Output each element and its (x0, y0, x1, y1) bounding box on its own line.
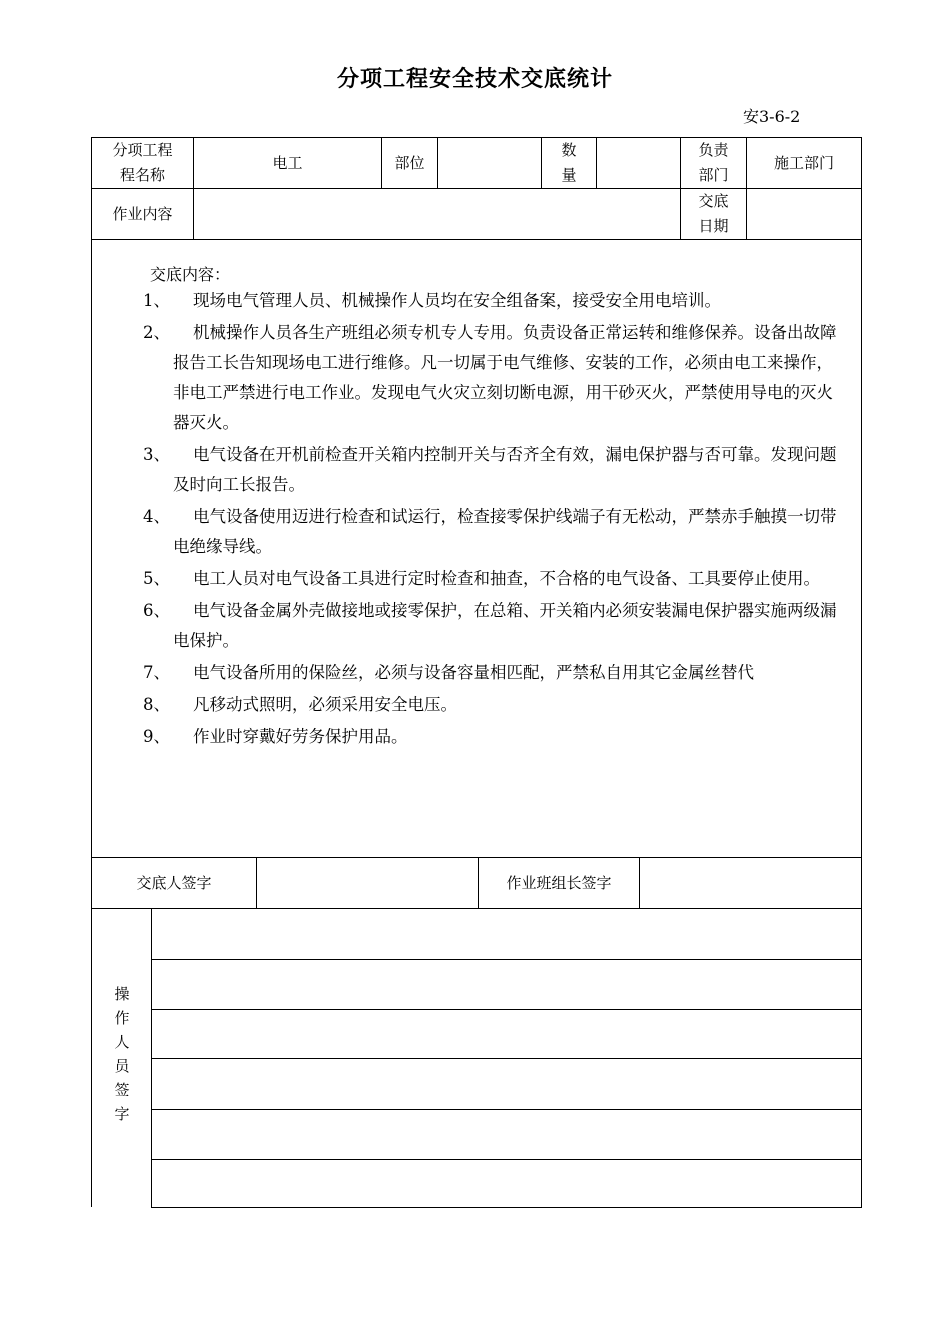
item-number: 8、 (143, 695, 170, 714)
operator-signature-field[interactable] (152, 1010, 861, 1058)
team-leader-signature-field[interactable] (640, 858, 861, 908)
briefing-date-value[interactable] (747, 189, 861, 239)
location-label: 部位 (394, 153, 425, 172)
operator-signature-field[interactable] (152, 1059, 861, 1109)
item-text: 电气设备在开机前检查开关箱内控制开关与否齐全有效，漏电保护器与否可靠。发现问题及时向工长报告。 (173, 445, 837, 494)
item-text: 现场电气管理人员、机械操作人员均在安全组备案，接受安全用电培训。 (193, 291, 721, 310)
list-item (143, 596, 848, 656)
team-leader-signature-label: 作业班组长签字 (506, 873, 612, 892)
table-border-left (91, 137, 92, 1207)
list-item (143, 690, 848, 720)
item-number: 2、 (143, 323, 170, 342)
operator-signature-field[interactable] (152, 909, 861, 959)
item-number: 5、 (143, 569, 170, 588)
project-name-value[interactable]: 电工 (272, 153, 303, 172)
item-number: 3、 (143, 445, 170, 464)
work-content-label: 作业内容 (112, 204, 173, 223)
item-number: 6、 (143, 601, 170, 620)
operator-signature-field[interactable] (152, 1110, 861, 1159)
signature-line (151, 1207, 862, 1208)
item-number: 1、 (143, 291, 170, 310)
operator-signature-label-text: 操作人员签字 (112, 986, 131, 1130)
project-name-label: 分项工程 程名称 (112, 141, 173, 184)
operator-signature-label (93, 910, 151, 1206)
responsible-dept-value[interactable]: 施工部门 (773, 153, 834, 172)
list-item (143, 722, 848, 752)
briefing-items-list (143, 286, 848, 752)
briefing-content (93, 240, 860, 856)
operator-signature-field[interactable] (152, 960, 861, 1009)
document-number: 安3-6-2 (743, 107, 801, 126)
list-item (143, 658, 848, 688)
briefing-date-label: 交底 日期 (698, 192, 729, 235)
item-text: 凡移动式照明，必须采用安全电压。 (193, 695, 457, 714)
list-item (143, 286, 848, 316)
item-text: 电气设备使用迈进行检查和试运行，检查接零保护线端子有无松动，严禁赤手触摸一切带电绝缘导线。 (173, 507, 837, 556)
item-text: 电气设备金属外壳做接地或接零保护，在总箱、开关箱内必须安装漏电保护器实施两级漏电保护。 (173, 601, 837, 650)
work-content-value[interactable] (194, 189, 680, 239)
briefer-signature-field[interactable] (257, 858, 478, 908)
item-number: 9、 (143, 727, 170, 746)
briefing-content-heading: 交底内容： (150, 265, 231, 284)
table-border-right (861, 137, 862, 1208)
responsible-dept-label: 负责 部门 (698, 141, 729, 184)
list-item (143, 502, 848, 562)
operator-signature-field[interactable] (152, 1160, 861, 1207)
item-text: 机械操作人员各生产班组必须专机专人专用。负责设备正常运转和维修保养。设备出故障报告工长告知现场电工进行维修。凡一切属于电气维修、安装的工作，必须由电工来操作，非电工严禁进行电工作业。发现电气火灾立刻切断电源，用干砂灭火，严禁使用导电的灭火器灭火。 (173, 323, 837, 432)
quantity-value[interactable] (597, 138, 680, 188)
quantity-label: 数 量 (561, 141, 577, 184)
item-number: 4、 (143, 507, 170, 526)
list-item (143, 318, 848, 438)
item-text: 电气设备所用的保险丝，必须与设备容量相匹配，严禁私自用其它金属丝替代 (193, 663, 754, 682)
document-title: 分项工程安全技术交底统计 (336, 67, 613, 92)
item-text: 电工人员对电气设备工具进行定时检查和抽查，不合格的电气设备、工具要停止使用。 (193, 569, 820, 588)
item-text: 作业时穿戴好劳务保护用品。 (193, 727, 408, 746)
list-item (143, 440, 848, 500)
list-item (143, 564, 848, 594)
item-number: 7、 (143, 663, 170, 682)
briefer-signature-label: 交底人签字 (136, 873, 212, 892)
location-value[interactable] (438, 138, 541, 188)
